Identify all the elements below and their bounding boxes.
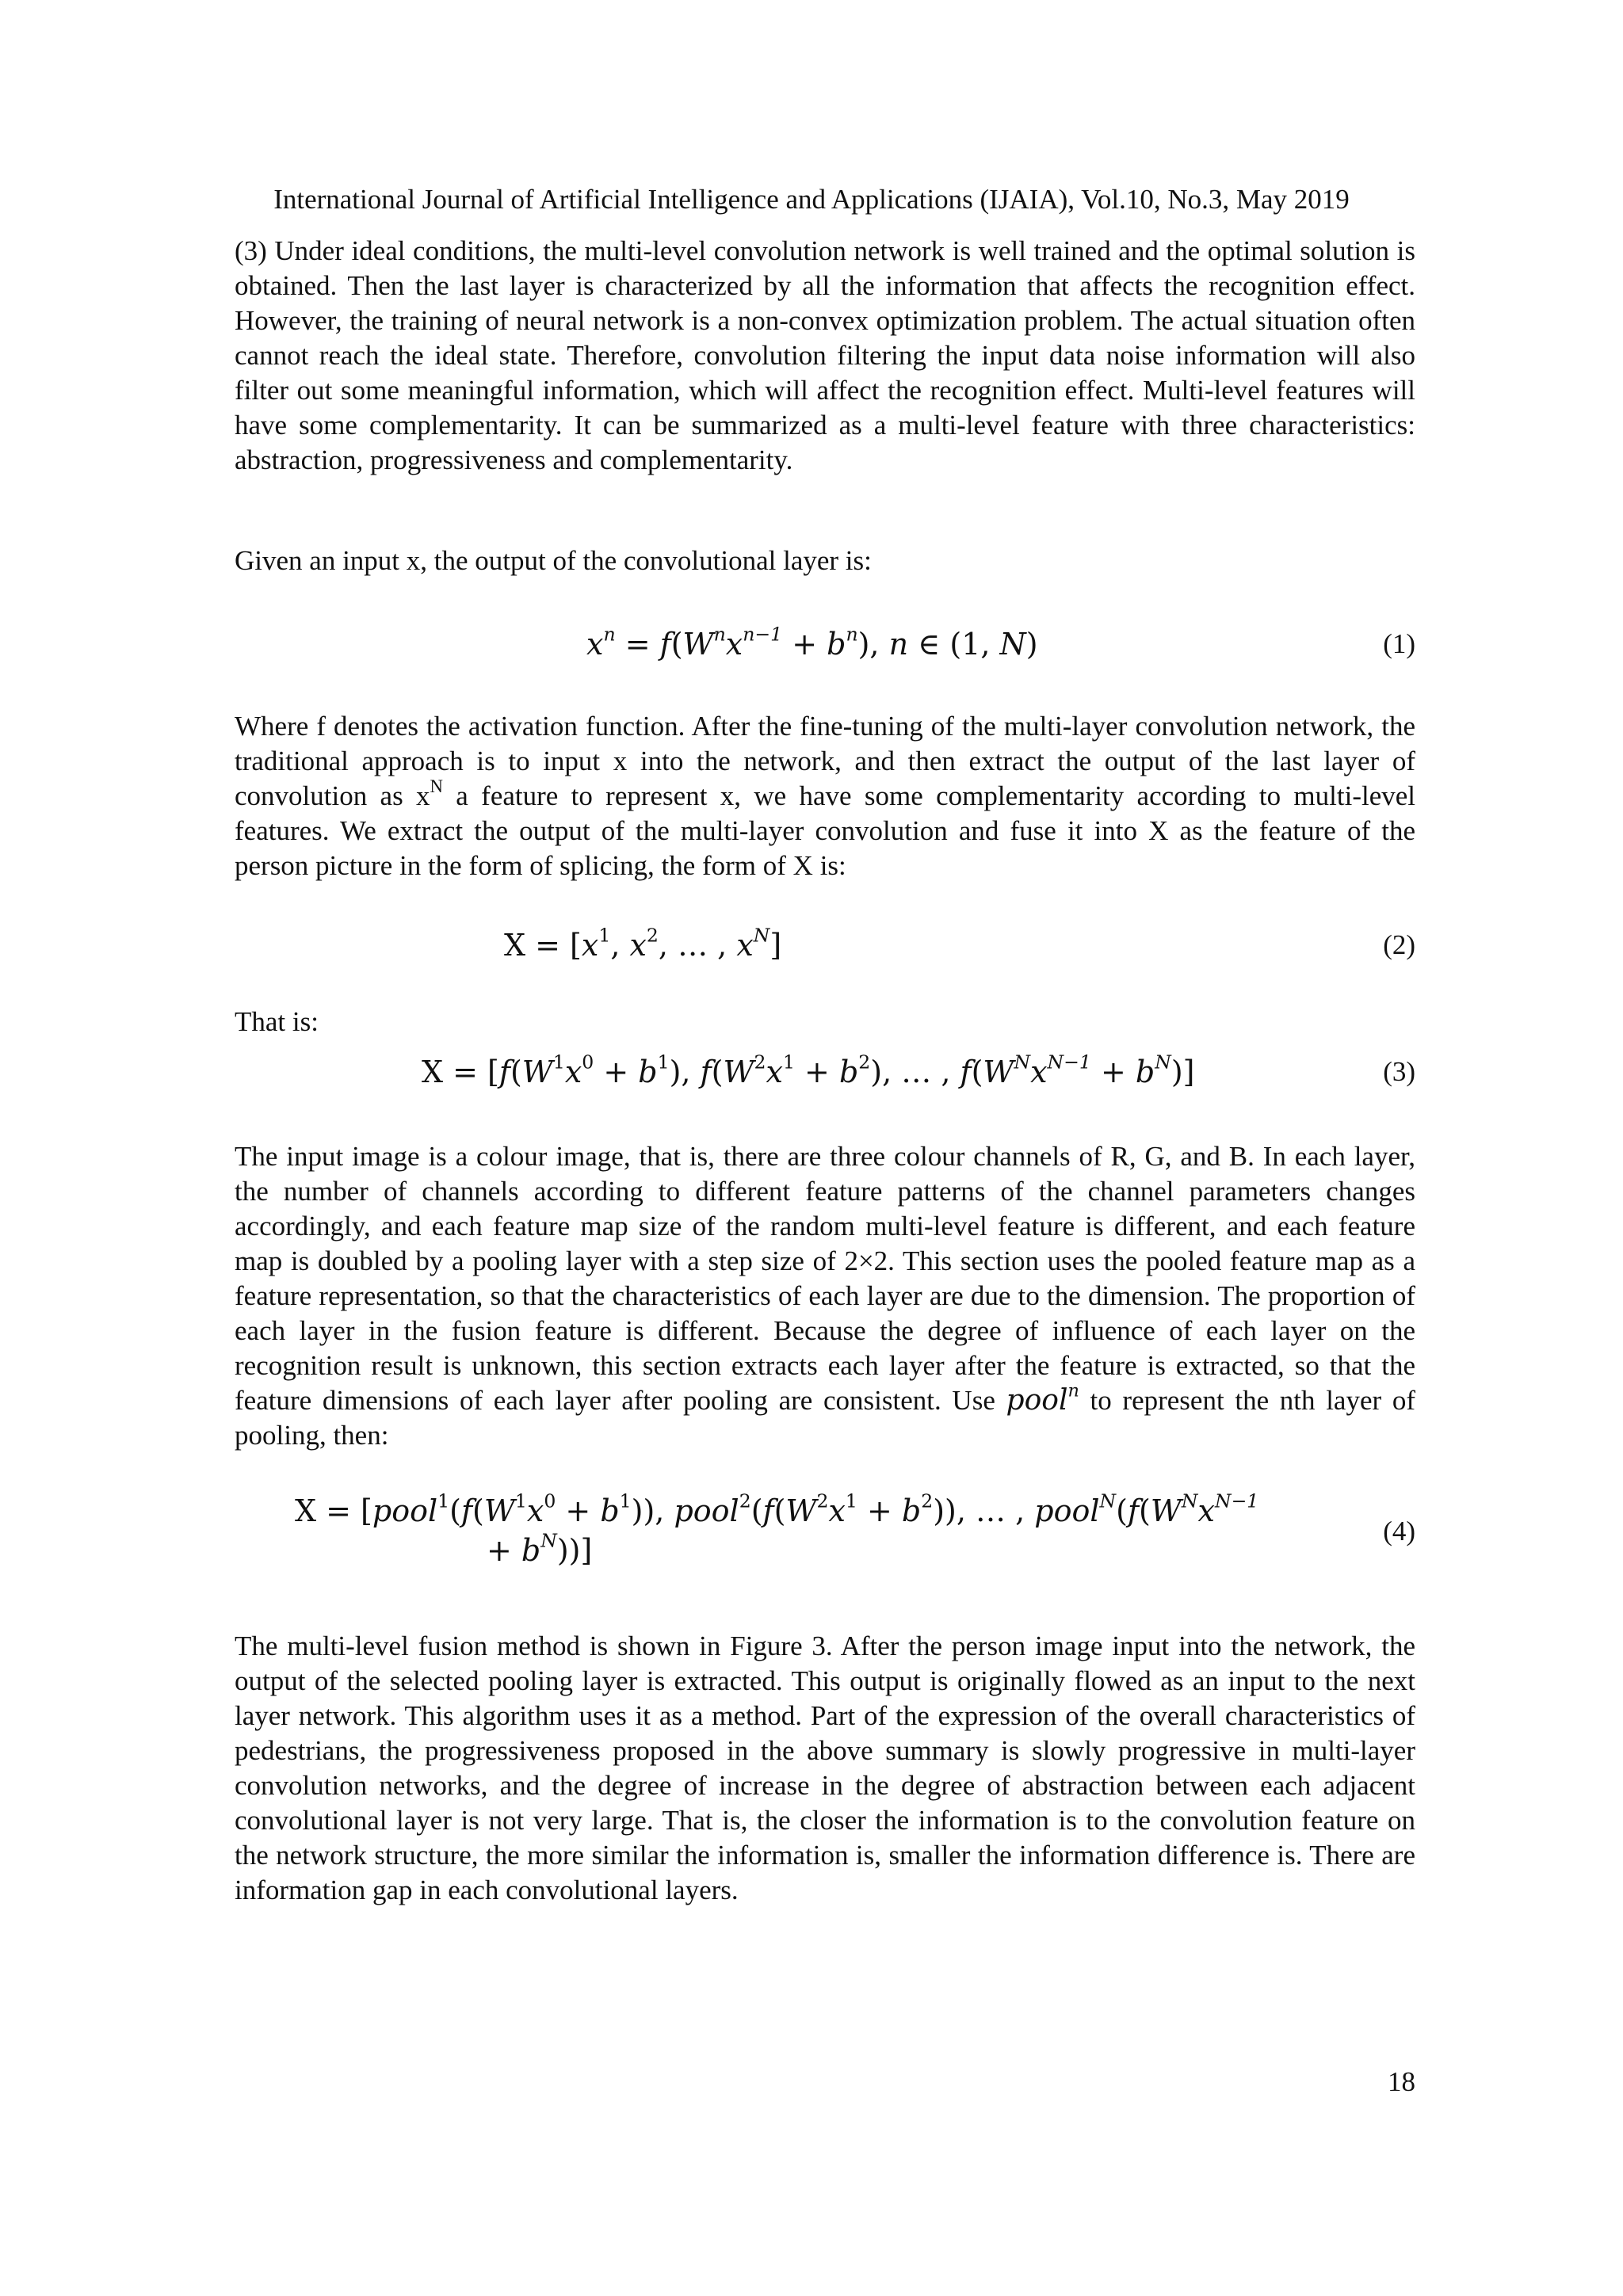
equation-3-number: (3) — [1383, 1056, 1415, 1087]
paragraph-given-input: Given an input x, the output of the convolutional layer is: — [235, 545, 872, 576]
equation-1: $x^n = f(W^nx^{n-1} + b^n)$, n ∈ (1, N) — [586, 623, 1038, 662]
that-is-label: That is: — [235, 1006, 319, 1037]
journal-header: International Journal of Artificial Intelligence and Applications (IJAIA), Vol.10, No.3, May 2019 — [273, 184, 1350, 215]
equation-2-number: (2) — [1383, 929, 1415, 960]
paragraph-colour-image: The input image is a colour image, that is, there are three colour channels of R, G, and B. In each layer, the number of channels according to different feature patterns of the channel parameters changes accordingly, and each feature map size of the random multi-level feature is different, and each feature map is doubled by a pooling layer with a step size of 2×2. This section uses the pooled feature map as a feature representation, so that the characteristics of each layer are due to the dimension. The proportion of each layer in the fusion feature is different. Because the degree of influence of each layer on the recognition result is unknown, this section extracts each layer after the feature is extracted, so that the feature dimensions of each layer after pooling are consistent. Use pool$^n$ to represent the nth layer of pooling, then: — [235, 1141, 1415, 1451]
equation-4-line-1: $X = [pool^1(f(W^1x^0 + b^1))$, $pool^2(f(W^2x^1 + b^2))$, … , $pool^N(f(W^Nx^{N-1}$ — [295, 1489, 1259, 1528]
paragraph-fusion-method: The multi-level fusion method is shown in Figure 3. After the person image input into the network, the output of the selected pooling layer is extracted. This output is originally flowed as an input to the next layer network. This algorithm uses it as a method. Part of the expression of the overall characteristics of pedestrians, the progressiveness proposed in the above summary is slowly progressive in multi-layer convolution networks, and the degree of increase in the degree of abstraction between each adjacent convolutional layer is not very large. That is, the closer the information is to the convolution feature on the network structure, the more similar the information is, smaller the information difference is. There are information gap in each convolutional layers. — [235, 1630, 1415, 1905]
equation-4-number: (4) — [1383, 1516, 1415, 1547]
paragraph-characteristics: (3) Under ideal conditions, the multi-level convolution network is well trained and the optimal solution is obtained. Then the last layer is characterized by all the information that affects the recognition effect. However, the training of neural network is a non-convex optimization problem. The actual situation often cannot reach the ideal state. Therefore, convolution filtering the input data noise information will also filter out some meaningful information, which will affect the recognition effect. Multi-level features will have some complementarity. It can be summarized as a multi-level feature with three characteristics: abstraction, progressiveness and complementarity. — [235, 235, 1415, 475]
equation-1-number: (1) — [1383, 628, 1415, 659]
paragraph-activation: Where f denotes the activation function. After the fine-tuning of the multi-layer convolution network, the traditional approach is to input x into the network, and then extract the output of the last layer of convolution as $x^N$ a feature to represent x, we have some complementarity according to multi-level features. We extract the output of the multi-layer convolution and fuse it into X as the feature of the person picture in the form of splicing, the form of X is: — [235, 711, 1415, 881]
inline-pool-n: pool$^n$ — [1006, 1380, 1079, 1417]
page-number: 18 — [1388, 2066, 1415, 2097]
equation-2: $X = [x^1$, $x^2$, … , $x^N$] — [504, 924, 782, 963]
equation-3: $X = [f(W^1x^0 + b^1)$, $f(W^2x^1 + b^2)$, … , $f(W^Nx^{N-1} + b^N)$] — [422, 1051, 1195, 1089]
inline-xN: $x^N$ — [416, 776, 443, 811]
equation-4-line-2: + $b^N$))] — [487, 1529, 593, 1568]
